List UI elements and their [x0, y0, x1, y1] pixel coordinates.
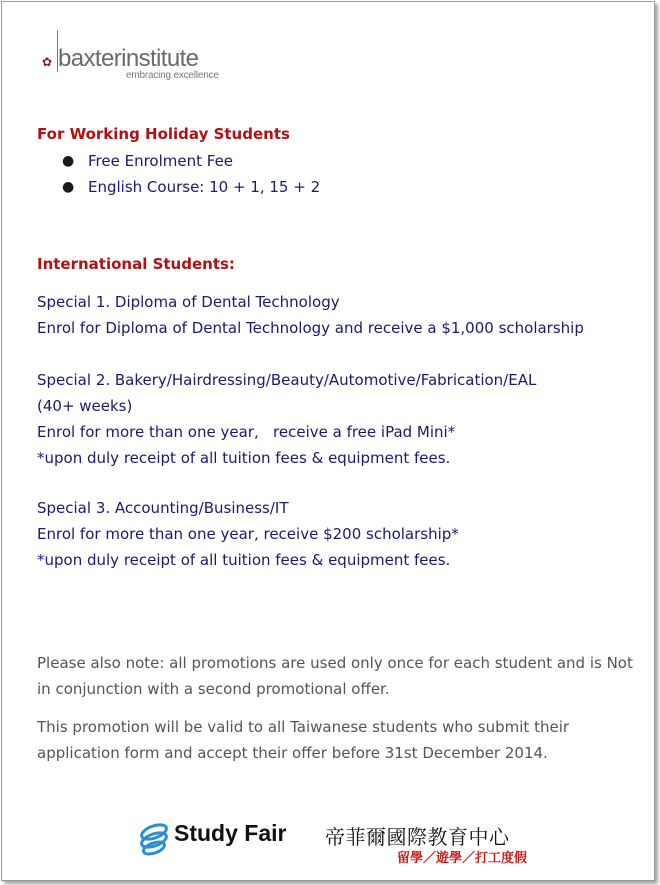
special3-line1: Enrol for more than one year, receive $200 scholarship* [37, 525, 459, 543]
bullet-icon: ● [62, 179, 75, 195]
promo-note: Please also note: all promotions are used only once for each student and is Not in conjunction with a second promotional offer. [37, 654, 633, 698]
promo-validity: This promotion will be valid to all Taiwanese students who submit their application form and accept their offer before 31st December 2014. [37, 718, 570, 762]
special3-line2: *upon duly receipt of all tuition fees & equipment fees. [37, 551, 451, 569]
working-holiday-heading: For Working Holiday Students [37, 125, 290, 143]
page-frame [1, 1, 655, 881]
special2-title-cont: (40+ weeks) [37, 397, 133, 415]
list-item [37, 176, 320, 202]
study-fair-subtitle: 留學／遊學／打工度假 [397, 851, 528, 866]
logo-tagline: embracing excellence [126, 70, 219, 81]
baxter-logo [42, 30, 242, 90]
special1-line: Enrol for Diploma of Dental Technology and receive a $1,000 scholarship [37, 319, 584, 337]
international-heading: International Students: [37, 255, 235, 273]
bullet-icon: ● [62, 153, 75, 169]
study-fair-swirl-icon [137, 818, 171, 858]
study-fair-brand: Study Fair [174, 820, 287, 846]
list-item-text: English Course: 10 + 1, 15 + 2 [88, 178, 321, 196]
working-holiday-list [37, 150, 320, 202]
flower-icon: ✿ [42, 55, 53, 69]
study-fair-chinese-name: 帝菲爾國際教育中心 [325, 825, 510, 849]
special2-line2: *upon duly receipt of all tuition fees & equipment fees. [37, 449, 451, 467]
special2-title: Special 2. Bakery/Hairdressing/Beauty/Automotive/Fabrication/EAL [37, 371, 537, 389]
list-item-text: Free Enrolment Fee [88, 152, 234, 170]
list-item [37, 150, 320, 176]
special1-title: Special 1. Diploma of Dental Technology [37, 293, 340, 311]
logo-name: baxterinstitute [58, 45, 199, 72]
special2-line1: Enrol for more than one year, receive a free iPad Mini* [37, 423, 456, 441]
study-fair-logo [132, 814, 552, 874]
special3-title: Special 3. Accounting/Business/IT [37, 499, 289, 517]
